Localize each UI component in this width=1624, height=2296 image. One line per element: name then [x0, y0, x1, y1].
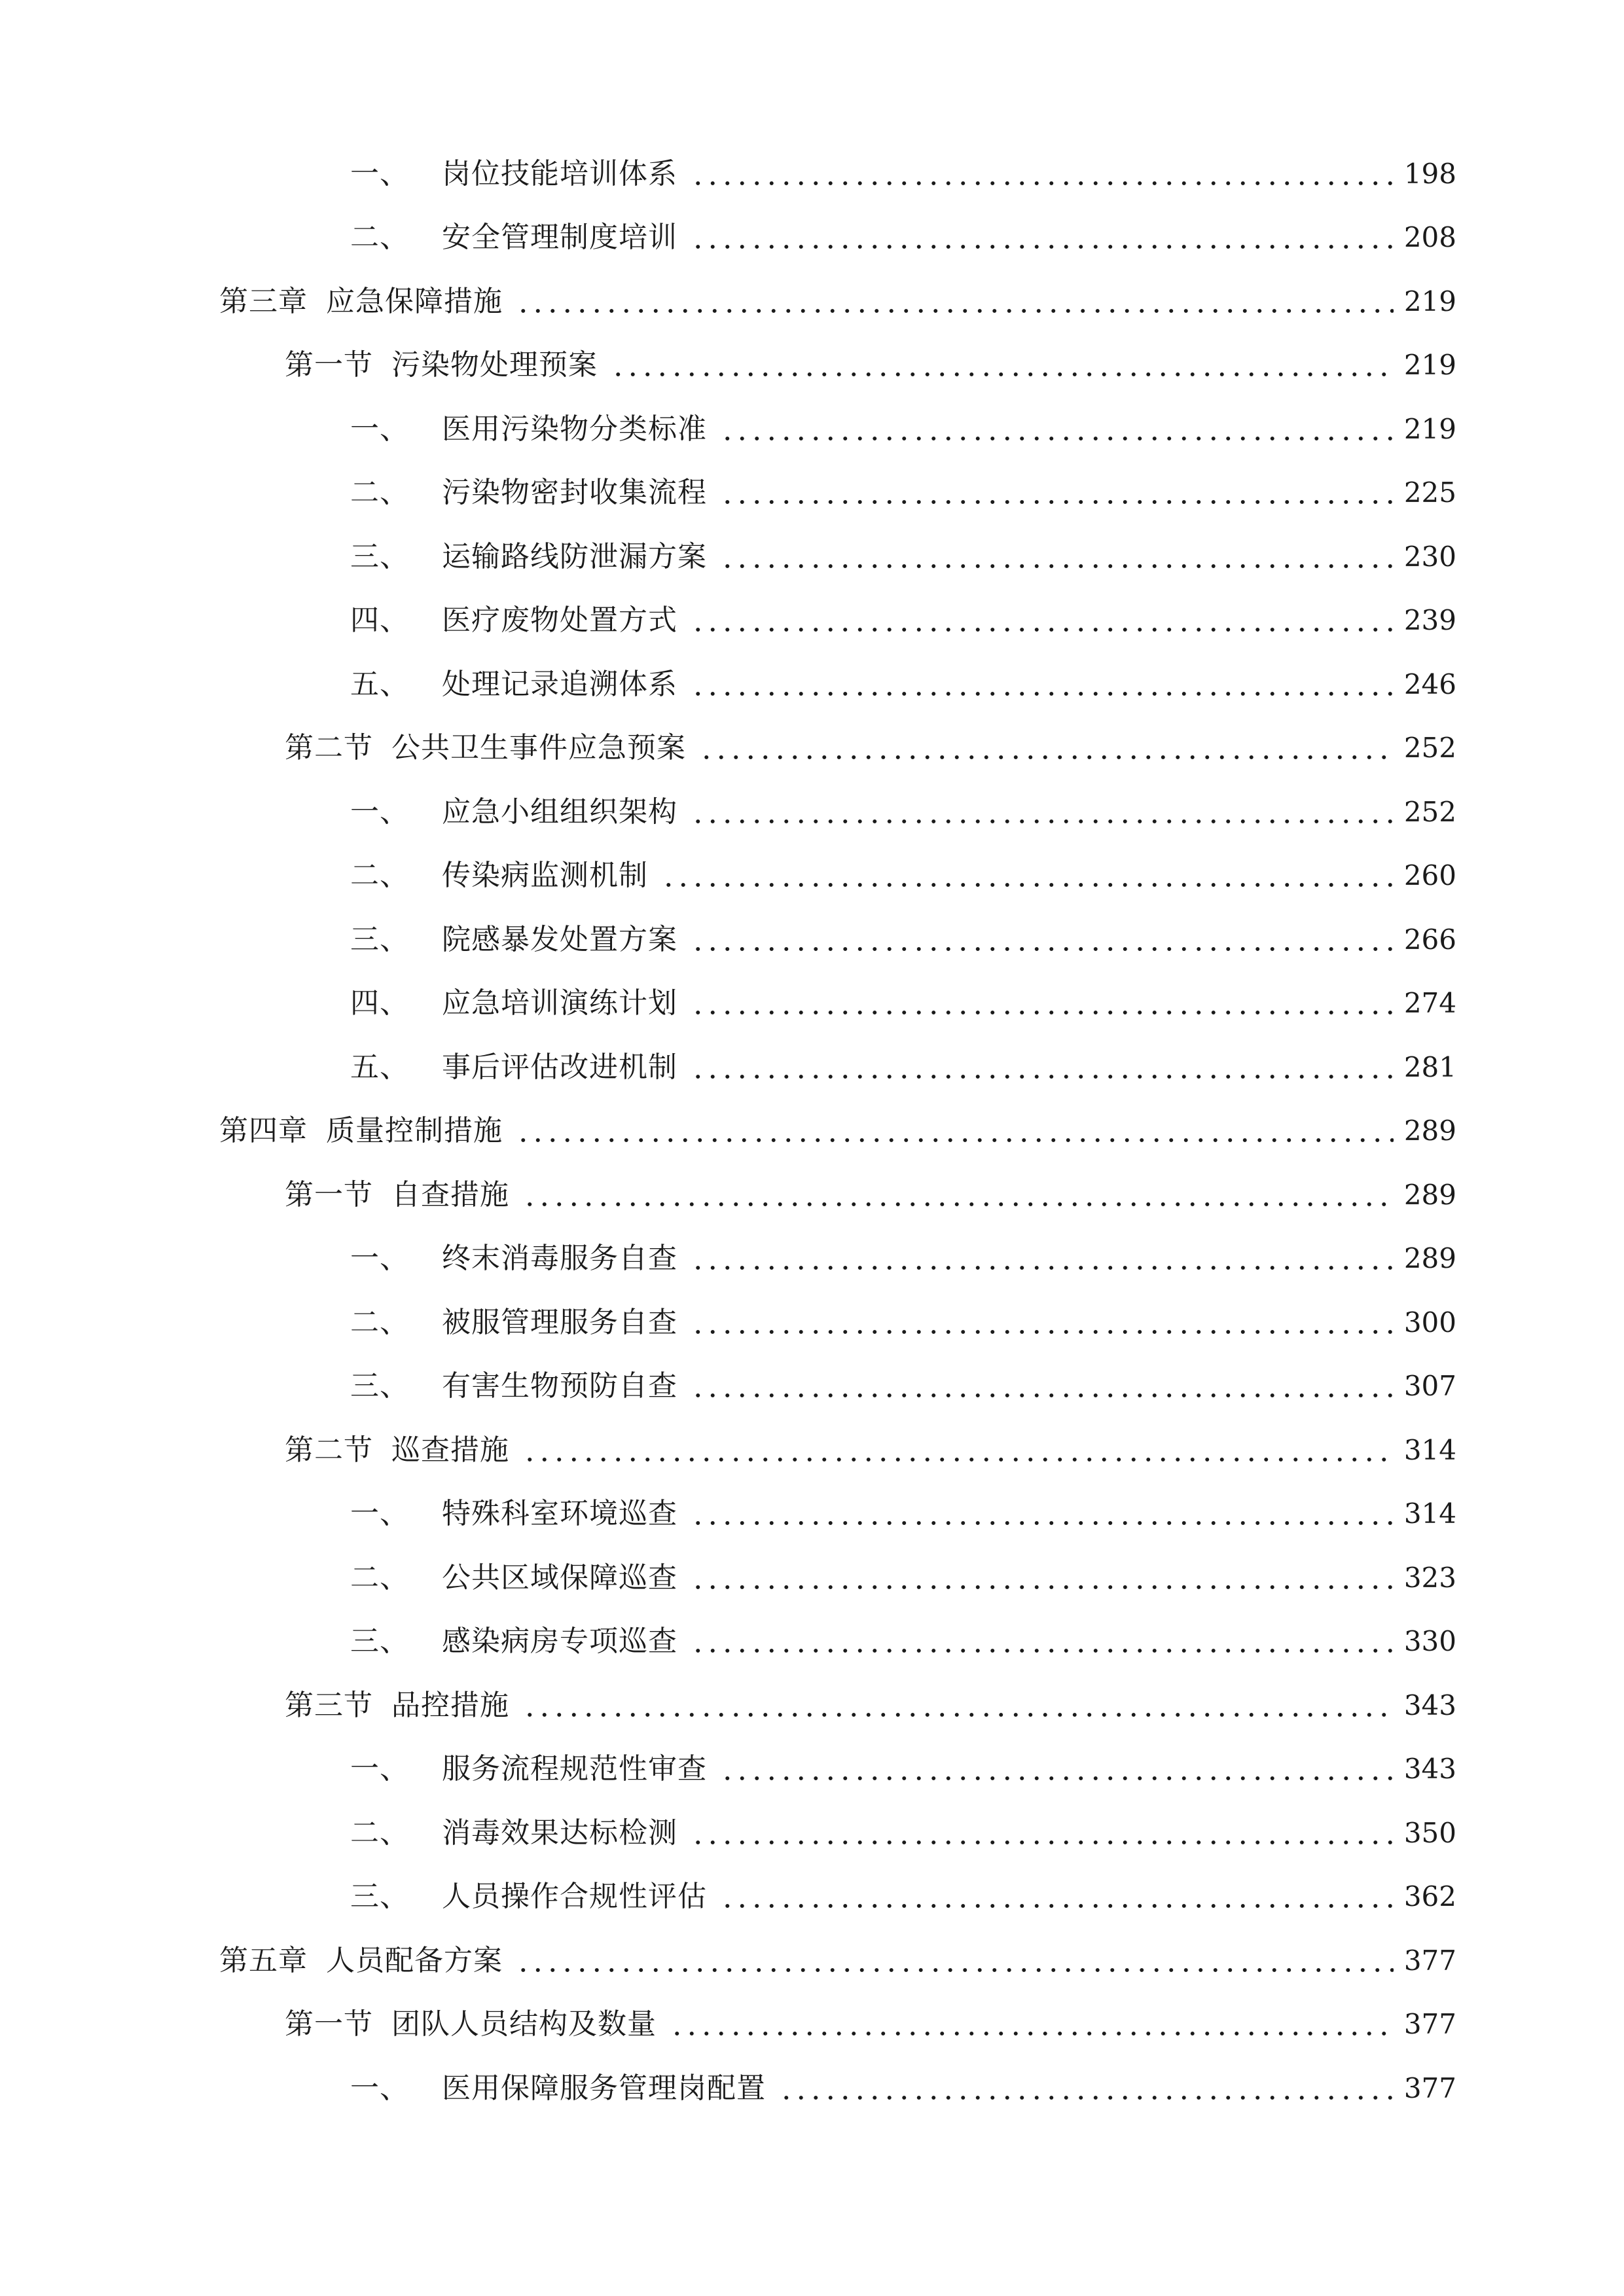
toc-dot-leader — [699, 755, 1394, 760]
toc-dot-leader — [720, 1776, 1394, 1781]
toc-entry-title: 团队人员结构及数量 — [391, 2007, 657, 2041]
toc-item-entry[interactable] — [0, 844, 1624, 908]
toc-entry-number: 一、 — [350, 1752, 409, 1786]
toc-dot-leader — [661, 882, 1394, 888]
toc-section-entry[interactable] — [0, 1418, 1624, 1482]
toc-item-entry[interactable] — [0, 1482, 1624, 1547]
toc-entry-number: 第四章 — [219, 1114, 308, 1148]
toc-page-number: 239 — [1403, 604, 1456, 637]
toc-page-number: 219 — [1403, 349, 1456, 382]
toc-entry-title: 服务流程规范性审查 — [442, 1752, 707, 1786]
toc-dot-leader — [691, 1393, 1394, 1398]
toc-item-entry[interactable] — [0, 1801, 1624, 1865]
toc-entry-title: 人员配备方案 — [326, 1943, 503, 1977]
toc-item-entry[interactable] — [0, 1291, 1624, 1355]
toc-entry-number: 五、 — [350, 1050, 409, 1084]
toc-dot-leader — [691, 691, 1394, 696]
toc-entry-number: 第二节 — [285, 1433, 373, 1467]
toc-item-entry[interactable] — [0, 972, 1624, 1036]
toc-dot-leader — [522, 1457, 1394, 1462]
toc-section-entry[interactable] — [0, 1674, 1624, 1738]
toc-entry-number: 一、 — [350, 2071, 409, 2105]
toc-entry-title: 质量控制措施 — [326, 1114, 503, 1148]
toc-entry-number: 第一节 — [285, 348, 373, 382]
toc-entry-number: 第一节 — [285, 2007, 373, 2041]
toc-dot-leader — [720, 1903, 1394, 1909]
toc-dot-leader — [516, 308, 1394, 314]
toc-dot-leader — [691, 946, 1394, 952]
toc-entry-title: 品控措施 — [391, 1688, 509, 1722]
toc-entry-number: 四、 — [350, 986, 409, 1020]
toc-entry-title: 应急小组组织架构 — [442, 795, 677, 829]
toc-dot-leader — [516, 1138, 1394, 1143]
toc-entry-title: 感染病房专项巡查 — [442, 1624, 677, 1659]
toc-entry-title: 终末消毒服务自查 — [442, 1242, 677, 1276]
toc-chapter-entry[interactable] — [0, 1929, 1624, 1993]
toc-entry-title: 传染病监测机制 — [442, 859, 648, 893]
toc-entry-number: 二、 — [350, 1305, 409, 1339]
toc-item-entry[interactable] — [0, 1738, 1624, 1802]
toc-entry-title: 公共区域保障巡查 — [442, 1560, 677, 1594]
toc-entry-title: 医用污染物分类标准 — [442, 412, 707, 446]
toc-dot-leader — [522, 1712, 1394, 1717]
toc-page-number: 377 — [1403, 1944, 1456, 1977]
toc-entry-number: 三、 — [350, 539, 409, 573]
toc-entry-number: 第五章 — [219, 1943, 308, 1977]
toc-section-entry[interactable] — [0, 1993, 1624, 2057]
toc-dot-leader — [670, 2031, 1394, 2036]
toc-entry-number: 五、 — [350, 667, 409, 701]
toc-item-entry[interactable] — [0, 1035, 1624, 1100]
toc-entry-title: 公共卫生事件应急预案 — [391, 731, 686, 765]
toc-entry-number: 二、 — [350, 476, 409, 510]
toc-item-entry[interactable] — [0, 653, 1624, 717]
toc-dot-leader — [611, 372, 1394, 377]
toc-dot-leader — [691, 244, 1394, 249]
toc-dot-leader — [691, 1840, 1394, 1845]
toc-page-number: 208 — [1403, 221, 1456, 254]
toc-dot-leader — [522, 1202, 1394, 1207]
toc-dot-leader — [779, 2095, 1394, 2100]
toc-entry-title: 自查措施 — [391, 1177, 509, 1211]
toc-page-number: 219 — [1403, 412, 1456, 445]
toc-page-number: 260 — [1403, 859, 1456, 892]
toc-entry-title: 污染物处理预案 — [391, 348, 598, 382]
toc-page-number: 266 — [1403, 923, 1456, 956]
toc-page-number: 362 — [1403, 1880, 1456, 1913]
toc-entry-title: 被服管理服务自查 — [442, 1305, 677, 1339]
toc-entry-number: 一、 — [350, 156, 409, 190]
toc-entry-number: 第三节 — [285, 1688, 373, 1722]
toc-entry-title: 巡查措施 — [391, 1433, 509, 1467]
toc-entry-title: 人员操作合规性评估 — [442, 1880, 707, 1914]
toc-page-number: 343 — [1403, 1689, 1456, 1721]
toc-dot-leader — [691, 819, 1394, 824]
toc-page-number: 281 — [1403, 1050, 1456, 1083]
toc-entry-title: 医用保障服务管理岗配置 — [442, 2071, 766, 2105]
toc-entry-number: 二、 — [350, 1816, 409, 1850]
toc-page-number: 246 — [1403, 668, 1456, 700]
toc-entry-number: 二、 — [350, 1560, 409, 1594]
toc-page-number: 350 — [1403, 1816, 1456, 1849]
toc-entry-title: 应急培训演练计划 — [442, 986, 677, 1020]
toc-page-number: 377 — [1403, 2072, 1456, 2104]
toc-dot-leader — [691, 1329, 1394, 1335]
toc-chapter-entry[interactable] — [0, 270, 1624, 334]
toc-dot-leader — [691, 627, 1394, 632]
toc-entry-number: 三、 — [350, 1624, 409, 1659]
toc-item-entry[interactable] — [0, 1865, 1624, 1929]
toc-dot-leader — [691, 1520, 1394, 1526]
toc-page-number: 252 — [1403, 795, 1456, 828]
toc-page-number: 219 — [1403, 285, 1456, 317]
toc-entry-title: 消毒效果达标检测 — [442, 1816, 677, 1850]
toc-item-entry[interactable] — [0, 1227, 1624, 1291]
toc-page-number: 289 — [1403, 1242, 1456, 1275]
toc-page-number: 314 — [1403, 1498, 1456, 1530]
toc-entry-number: 三、 — [350, 922, 409, 956]
toc-page-number: 300 — [1403, 1306, 1456, 1338]
toc-item-entry[interactable] — [0, 589, 1624, 653]
toc-chapter-entry[interactable] — [0, 1100, 1624, 1164]
toc-page-number: 314 — [1403, 1433, 1456, 1466]
toc-entry-title: 处理记录追溯体系 — [442, 667, 677, 701]
toc-dot-leader — [691, 181, 1394, 186]
toc-item-entry[interactable] — [0, 2056, 1624, 2121]
toc-entry-number: 第二节 — [285, 731, 373, 765]
toc-page-number: 198 — [1403, 157, 1456, 190]
toc-entry-title: 安全管理制度培训 — [442, 221, 677, 255]
toc-page-number: 289 — [1403, 1178, 1456, 1211]
toc-page-number: 252 — [1403, 732, 1456, 764]
toc-dot-leader — [720, 499, 1394, 505]
toc-entry-number: 一、 — [350, 412, 409, 446]
toc-entry-number: 四、 — [350, 603, 409, 637]
toc-section-entry[interactable] — [0, 717, 1624, 781]
toc-page-number: 330 — [1403, 1625, 1456, 1658]
toc-entry-title: 运输路线防泄漏方案 — [442, 539, 707, 573]
toc-item-entry[interactable] — [0, 1610, 1624, 1674]
toc-dot-leader — [691, 1010, 1394, 1015]
toc-section-entry[interactable] — [0, 1163, 1624, 1227]
toc-entry-number: 一、 — [350, 1497, 409, 1531]
toc-item-entry[interactable] — [0, 908, 1624, 972]
toc-page-number: 377 — [1403, 2008, 1456, 2041]
toc-item-entry[interactable] — [0, 1546, 1624, 1610]
toc-entry-number: 一、 — [350, 1242, 409, 1276]
toc-page-number: 323 — [1403, 1561, 1456, 1594]
toc-entry-title: 院感暴发处置方案 — [442, 922, 677, 956]
toc-entry-number: 二、 — [350, 221, 409, 255]
toc-entry-title: 有害生物预防自查 — [442, 1369, 677, 1403]
toc-page-number: 343 — [1403, 1753, 1456, 1785]
toc-item-entry[interactable] — [0, 397, 1624, 461]
toc-dot-leader — [691, 1074, 1394, 1079]
toc-entry-number: 第一节 — [285, 1177, 373, 1211]
toc-entry-title: 特殊科室环境巡查 — [442, 1497, 677, 1531]
toc-page-number: 225 — [1403, 476, 1456, 509]
table-of-contents — [0, 142, 1624, 2121]
toc-item-entry[interactable] — [0, 525, 1624, 589]
toc-page-number: 230 — [1403, 540, 1456, 573]
toc-entry-number: 三、 — [350, 1880, 409, 1914]
toc-item-entry[interactable] — [0, 206, 1624, 270]
toc-dot-leader — [516, 1967, 1394, 1973]
toc-dot-leader — [691, 1585, 1394, 1590]
toc-page-number: 307 — [1403, 1370, 1456, 1403]
toc-entry-title: 应急保障措施 — [326, 284, 503, 318]
toc-entry-number: 三、 — [350, 1369, 409, 1403]
toc-dot-leader — [691, 1648, 1394, 1653]
toc-item-entry[interactable] — [0, 142, 1624, 206]
toc-dot-leader — [720, 436, 1394, 441]
toc-dot-leader — [720, 564, 1394, 569]
toc-entry-number: 二、 — [350, 859, 409, 893]
toc-page-number: 289 — [1403, 1115, 1456, 1147]
toc-entry-number: 一、 — [350, 795, 409, 829]
toc-entry-title: 污染物密封收集流程 — [442, 476, 707, 510]
toc-item-entry[interactable] — [0, 780, 1624, 844]
toc-item-entry[interactable] — [0, 1355, 1624, 1419]
toc-dot-leader — [691, 1265, 1394, 1270]
toc-item-entry[interactable] — [0, 461, 1624, 526]
toc-entry-title: 岗位技能培训体系 — [442, 156, 677, 190]
toc-page-number: 274 — [1403, 987, 1456, 1020]
toc-entry-title: 事后评估改进机制 — [442, 1050, 677, 1084]
toc-entry-title: 医疗废物处置方式 — [442, 603, 677, 637]
toc-entry-number: 第三章 — [219, 284, 308, 318]
toc-section-entry[interactable] — [0, 334, 1624, 398]
